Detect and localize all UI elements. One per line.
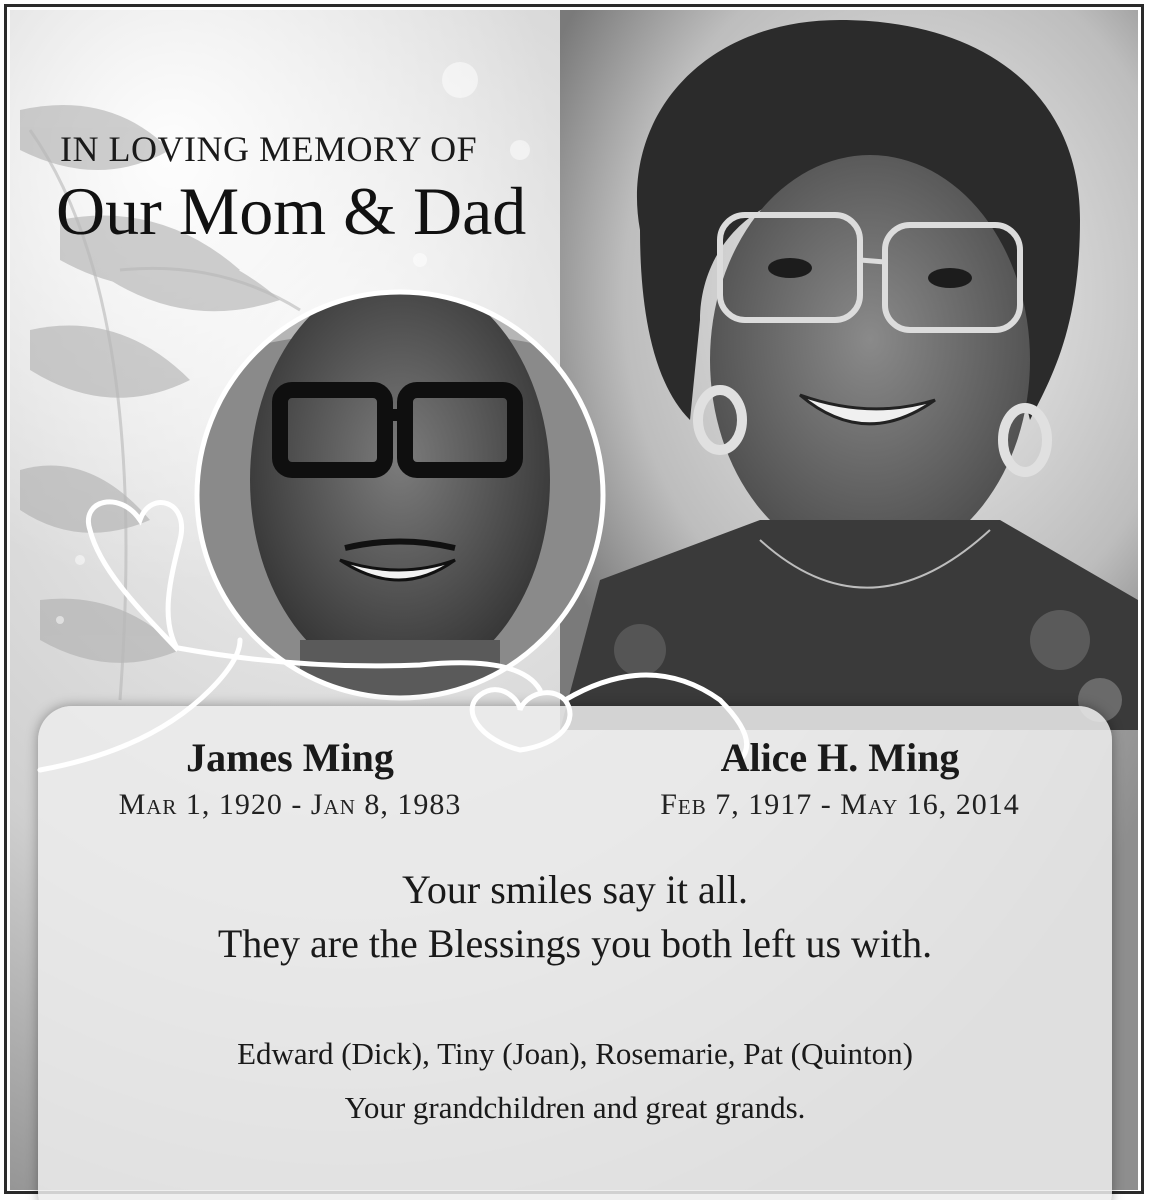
memorial-subtitle: IN LOVING MEMORY OF bbox=[60, 129, 478, 169]
mother-dates: Feb 7, 1917 - May 16, 2014 bbox=[660, 788, 1020, 821]
mother-name: Alice H. Ming bbox=[720, 735, 960, 780]
family-line-1: Edward (Dick), Tiny (Joan), Rosemarie, Pat (Quinton) bbox=[237, 1036, 913, 1071]
message-line-2: They are the Blessings you both left us with. bbox=[217, 921, 933, 966]
message-line-1: Your smiles say it all. bbox=[402, 867, 748, 912]
memorial-title: Our Mom & Dad bbox=[56, 173, 527, 249]
father-dates: Mar 1, 1920 - Jan 8, 1983 bbox=[118, 788, 462, 821]
father-name: James Ming bbox=[186, 735, 394, 780]
family-line-2: Your grandchildren and great grands. bbox=[344, 1090, 806, 1125]
